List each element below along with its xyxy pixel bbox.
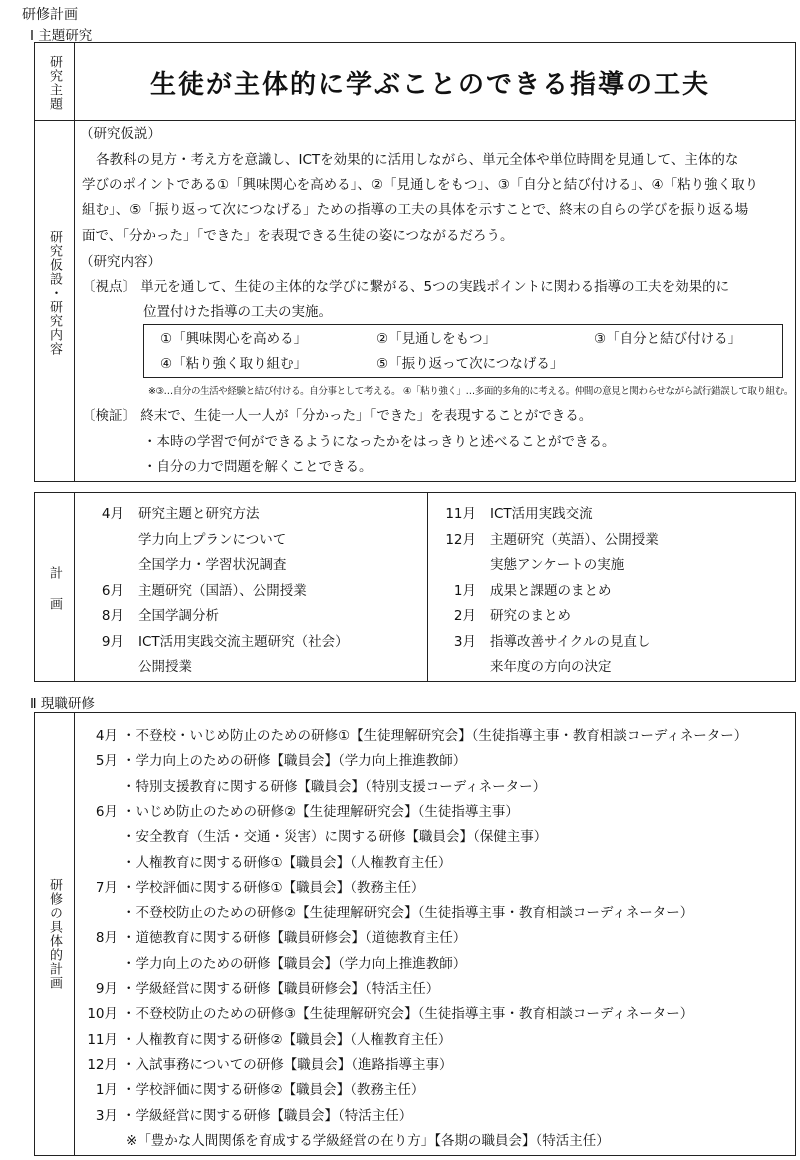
training-row bbox=[78, 930, 466, 946]
plan-month: 3月 bbox=[453, 633, 476, 650]
point-5: ⑤「振り返って次につなげる」 bbox=[376, 356, 564, 372]
plan-item-text: 主題研究（国語）、公開授業 bbox=[138, 582, 307, 599]
plan-item-text: 研究主題と研究方法 bbox=[138, 506, 260, 522]
training-month: 6月 bbox=[95, 803, 118, 820]
plan-month: 12月 bbox=[445, 531, 476, 548]
training-month: 10月 bbox=[87, 1006, 118, 1023]
left-row bbox=[80, 506, 260, 522]
training-row bbox=[78, 1057, 452, 1073]
training-item-text: ・不登校・いじめ防止のための研修①【生徒理解研究会】（生徒指導主事・教育相談コーディネーター） bbox=[122, 728, 748, 744]
points-note: ※③…自分の生活や経験と結び付ける。自分事として考える。 ④「粘り強く」…多面的多角的に考える。仲間の意見と関わらせながら試行錯誤して取り組む。 bbox=[148, 386, 793, 397]
verify-line-2: ・本時の学習で何ができるようになったかをはっきりと述べることができる。 bbox=[143, 434, 616, 450]
training-row bbox=[78, 728, 747, 744]
verify-line-3: ・自分の力で問題を解くことできる。 bbox=[143, 459, 373, 475]
plan-item-text: ICT活用実践交流主題研究（社会） bbox=[138, 633, 349, 650]
point-4: ④「粘り強く取り組む」 bbox=[160, 356, 308, 372]
training-row bbox=[78, 804, 519, 820]
hypothesis-side-label: 研究仮設・研究内容 bbox=[47, 230, 62, 356]
training-item-text: ・不登校防止のための研修③【生徒理解研究会】（生徒指導主事・教育相談コーディネーター） bbox=[122, 1006, 694, 1023]
plan-item-text: 来年度の方向の決定 bbox=[490, 659, 612, 675]
training-item-text: ・安全教育（生活・交通・災害）に関する研修【職員会】（保健主事） bbox=[122, 829, 548, 846]
plan-item-text: 成果と課題のまとめ bbox=[490, 582, 612, 599]
training-item-text: ※「豊かな人間関係を育成する学級経営の在り方」【各期の職員会】（特活主任） bbox=[126, 1132, 610, 1149]
hypothesis-heading: （研究仮説） bbox=[80, 126, 161, 142]
training-item-text: ・学級経営に関する研修【職員会】（特活主任） bbox=[122, 1107, 413, 1124]
left-row bbox=[80, 557, 287, 573]
viewpoint-line-1: 〔視点〕 単元を通して、生徒の主体的な学びに繋がる、5つの実践ポイントに関わる指導の工夫を効果的に bbox=[82, 279, 730, 295]
training-item-text: ・学力向上のための研修【職員会】（学力向上推進教師） bbox=[122, 955, 467, 972]
plan-month: 2月 bbox=[453, 608, 476, 624]
right-row bbox=[432, 608, 571, 624]
right-row bbox=[432, 557, 624, 573]
plan-item-text: 指導改善サイクルの見直し bbox=[490, 633, 651, 650]
section2-heading: Ⅱ 現職研修 bbox=[30, 696, 95, 712]
research-theme-title: 生徒が主体的に学ぶことのできる指導の工夫 bbox=[150, 70, 711, 100]
training-row bbox=[78, 1082, 424, 1098]
training-month: 9月 bbox=[95, 981, 118, 997]
training-month: 11月 bbox=[87, 1031, 118, 1048]
training-row bbox=[78, 1032, 451, 1048]
training-month: 8月 bbox=[95, 930, 118, 947]
theme-side-label: 研究主題 bbox=[47, 55, 62, 111]
training-item-text: ・特別支援教育に関する研修【職員会】（特別支援コーディネーター） bbox=[122, 778, 547, 795]
left-row bbox=[80, 532, 286, 548]
right-row bbox=[432, 532, 659, 548]
right-row bbox=[432, 583, 612, 599]
plan-item-text: 公開授業 bbox=[138, 659, 192, 675]
hypothesis-line-1: 各教科の見方・考え方を意識し、ICTを効果的に活用しながら、単元全体や単位時間を見通して、主体的な bbox=[96, 152, 739, 168]
training-item-text: ・学校評価に関する研修②【職員会】（教務主任） bbox=[122, 1082, 425, 1099]
training-row bbox=[78, 1108, 412, 1124]
training-item-text: ・いじめ防止のための研修②【生徒理解研究会】（生徒指導主事） bbox=[122, 803, 519, 820]
plan-month: 1月 bbox=[453, 582, 476, 599]
plan-month: 11月 bbox=[445, 506, 476, 522]
training-item-text: ・学力向上のための研修【職員会】（学力向上推進教師） bbox=[122, 753, 467, 770]
plan-side-label: 計画 bbox=[47, 566, 62, 628]
training-item-text: ・学校評価に関する研修①【職員会】（教務主任） bbox=[122, 879, 425, 896]
left-row bbox=[80, 659, 192, 675]
plan-item-text: ICT活用実践交流 bbox=[490, 506, 593, 522]
training-month: 12月 bbox=[87, 1056, 118, 1073]
plan-month: 8月 bbox=[101, 608, 124, 624]
training-row bbox=[78, 981, 439, 997]
training-item-text: ・学級経営に関する研修【職員研修会】（特活主任） bbox=[122, 981, 440, 997]
training-row bbox=[78, 753, 466, 769]
training-side-label: 研修の具体的計画 bbox=[47, 878, 62, 990]
training-row bbox=[78, 829, 547, 845]
left-row bbox=[80, 583, 307, 599]
hypothesis-line-4: 面で、「分かった」「できた」を表現できる生徒の姿につながるだろう。 bbox=[82, 228, 514, 244]
training-month: 3月 bbox=[95, 1107, 118, 1124]
plan-month: 9月 bbox=[101, 633, 124, 650]
right-row bbox=[432, 506, 593, 522]
plan-month: 6月 bbox=[101, 582, 124, 599]
plan-item-text: 実態アンケートの実施 bbox=[490, 557, 625, 573]
training-row bbox=[78, 1006, 693, 1022]
plan-item-text: 全国学調分析 bbox=[138, 608, 219, 624]
hypothesis-line-2: 学びのポイントである①「興味関心を高める」、②「見通しをもつ」、③「自分と結び付ける」、④「粘り強く取り bbox=[82, 177, 759, 193]
training-row bbox=[78, 855, 451, 871]
training-item-text: ・入試事務についての研修【職員会】（進路指導主事） bbox=[122, 1056, 453, 1073]
plan-item-text: 全国学力・学習状況調査 bbox=[138, 557, 287, 573]
training-month: 4月 bbox=[95, 728, 118, 744]
viewpoint-line-2: 位置付けた指導の工夫の実施。 bbox=[143, 304, 332, 320]
training-item-text: ・道徳教育に関する研修【職員研修会】（道徳教育主任） bbox=[122, 930, 467, 947]
plan-month: 4月 bbox=[101, 506, 124, 522]
section1-heading: Ⅰ 主題研究 bbox=[30, 28, 93, 44]
point-3: ③「自分と結び付ける」 bbox=[594, 331, 742, 347]
right-row bbox=[432, 634, 650, 650]
right-row bbox=[432, 659, 612, 675]
plan-item-text: 研究のまとめ bbox=[490, 608, 571, 624]
point-2: ②「見通しをもつ」 bbox=[376, 331, 497, 347]
content-heading: （研究内容） bbox=[80, 254, 161, 270]
training-row bbox=[78, 905, 693, 921]
training-month: 7月 bbox=[95, 879, 118, 896]
training-row bbox=[78, 1133, 610, 1149]
doc-title: 研修計画 bbox=[22, 7, 78, 23]
point-1: ①「興味関心を高める」 bbox=[160, 331, 308, 347]
plan-item-text: 主題研究（英語）、公開授業 bbox=[490, 531, 659, 548]
verify-line-1: 〔検証〕 終末で、生徒一人一人が「分かった」「できた」を表現することができる。 bbox=[82, 408, 593, 424]
plan-item-text: 学力向上プランについて bbox=[138, 531, 287, 548]
training-month: 5月 bbox=[95, 753, 118, 770]
left-row bbox=[80, 634, 349, 650]
left-row bbox=[80, 608, 219, 624]
training-month: 1月 bbox=[95, 1082, 118, 1099]
training-item-text: ・人権教育に関する研修①【職員会】（人権教育主任） bbox=[122, 854, 452, 871]
training-item-text: ・人権教育に関する研修②【職員会】（人権教育主任） bbox=[122, 1031, 452, 1048]
training-row bbox=[78, 956, 466, 972]
hypothesis-line-3: 組む」、⑤「振り返って次につなげる」ための指導の工夫の具体を示すことで、終末の自らの学びを振り返る場 bbox=[82, 202, 749, 218]
training-item-text: ・不登校防止のための研修②【生徒理解研究会】（生徒指導主事・教育相談コーディネーター） bbox=[122, 905, 694, 922]
training-row bbox=[78, 880, 424, 896]
training-row bbox=[78, 779, 546, 795]
